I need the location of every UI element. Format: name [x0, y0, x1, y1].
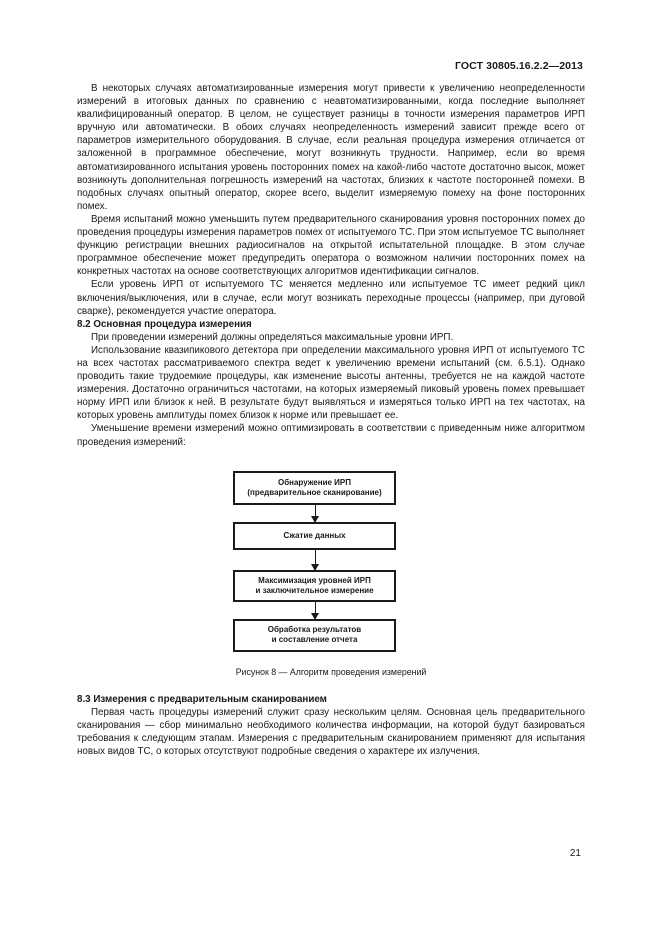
flow-step-text: Обработка результатов [267, 625, 362, 635]
flow-step-text: (предварительное сканирование) [247, 487, 382, 497]
page-number: 21 [569, 848, 581, 859]
paragraph: Первая часть процедуры измерений служит сразу нескольким целям. Основная цель предварительного сканирования — сбор минимально необходимого количества информации, на которой будут базироваться требования к следующим этапам. Измерения с предварительным сканированием применяют для испытания новых видов ТС, о которых отсутствуют подробные сведения о характере их излучения. [77, 706, 585, 758]
paragraph: При проведении измерений должны определяться максимальные уровни ИРП. [91, 331, 454, 343]
flow-arrow [315, 602, 316, 619]
flowchart [77, 459, 585, 659]
flow-step-text: Сжатие данных [283, 530, 346, 540]
flow-step-detection [233, 471, 396, 505]
section-title-8-3: 8.3 Измерения с предварительным сканированием [77, 693, 327, 705]
document-id: ГОСТ 30805.16.2.2—2013 [455, 60, 583, 72]
flow-arrow [315, 505, 316, 522]
figure-caption: Рисунок 8 — Алгоритм проведения измерений [235, 666, 427, 677]
paragraph: Уменьшение времени измерений можно оптимизировать в соответствии с приведенным ниже алгоритмом проведения измерений: [77, 423, 585, 448]
flow-step-reporting [233, 619, 396, 652]
flow-arrow [315, 550, 316, 570]
flow-step-text: и заключительное измерение [255, 585, 374, 595]
paragraph: Использование квазипикового детектора при определении максимального уровня ИРП от испытуемого ТС на всех частотах рассматриваемого спектра ведет к увеличению времени испытаний (см. 6.5.1). Однако проводить такие трудоемкие процедуры, как изменение высоты антенны, требуется не на каждой частоте измерения. Достаточно ограничиться частотами, на которых измеряемый пиковый уровень помех превышает норму ИРП или близок к ней. В результате будут выявляться и измеряться только ИРП на тех частотах, на которых уровень амплитуды помех близок к норме или превышает ее. [77, 344, 585, 422]
flow-step-text: Обнаружение ИРП [277, 477, 352, 487]
flow-step-text: Максимизация уровней ИРП [258, 575, 371, 585]
paragraph: Если уровень ИРП от испытуемого ТС меняется медленно или испытуемое ТС имеет редкий цикл включения/выключения, или в случае, если могут возникать переходные процессы (например, при дуговой сварке), рекомендуется участие оператора. [77, 279, 585, 317]
flow-step-text: и составление отчета [271, 635, 358, 645]
section-title-8-2: 8.2 Основная процедура измерения [77, 318, 252, 330]
flow-step-compression [233, 522, 396, 550]
paragraph: В некоторых случаях автоматизированные измерения могут привести к увеличению неопределенности измерений в итоговых данных по сравнению с неавтоматизированными, когда последние выполняет квалифицированный оператор. В целом, не существует разницы в точности измерения параметров ИРП вручную или автоматически. В обоих случаях неопределенность измерений зависит прежде всего от параметров измерительного оборудования. В случае, если реальная процедура измерения отличается от заложенной в программное обеспечение, могут возникнуть трудности. Например, если во время автоматизированного испытания уровень посторонних помех на какой-либо частоте достаточно высок, может возникнуть дополнительная погрешность измерений на частотах, близких к частоте посторонней помехи. В подобных случаях опытный оператор, скорее всего, выделит измеряемую помеху на фоне посторонних помех. [77, 83, 585, 212]
page-content [77, 82, 585, 758]
flow-step-maximization [233, 570, 396, 602]
paragraph: Время испытаний можно уменьшить путем предварительного сканирования уровня посторонних помех до проведения процедуры измерения параметров помех от испытуемого ТС. При этом испытуемое ТС выполняет функцию регистрации внешних радиосигналов на открытой испытательной площадке. В этом случае программное обеспечение может предупредить оператора о возможном наличии посторонних помех на конкретных частотах на основе соответствующих алгоритмов идентификации сигналов. [77, 213, 585, 278]
